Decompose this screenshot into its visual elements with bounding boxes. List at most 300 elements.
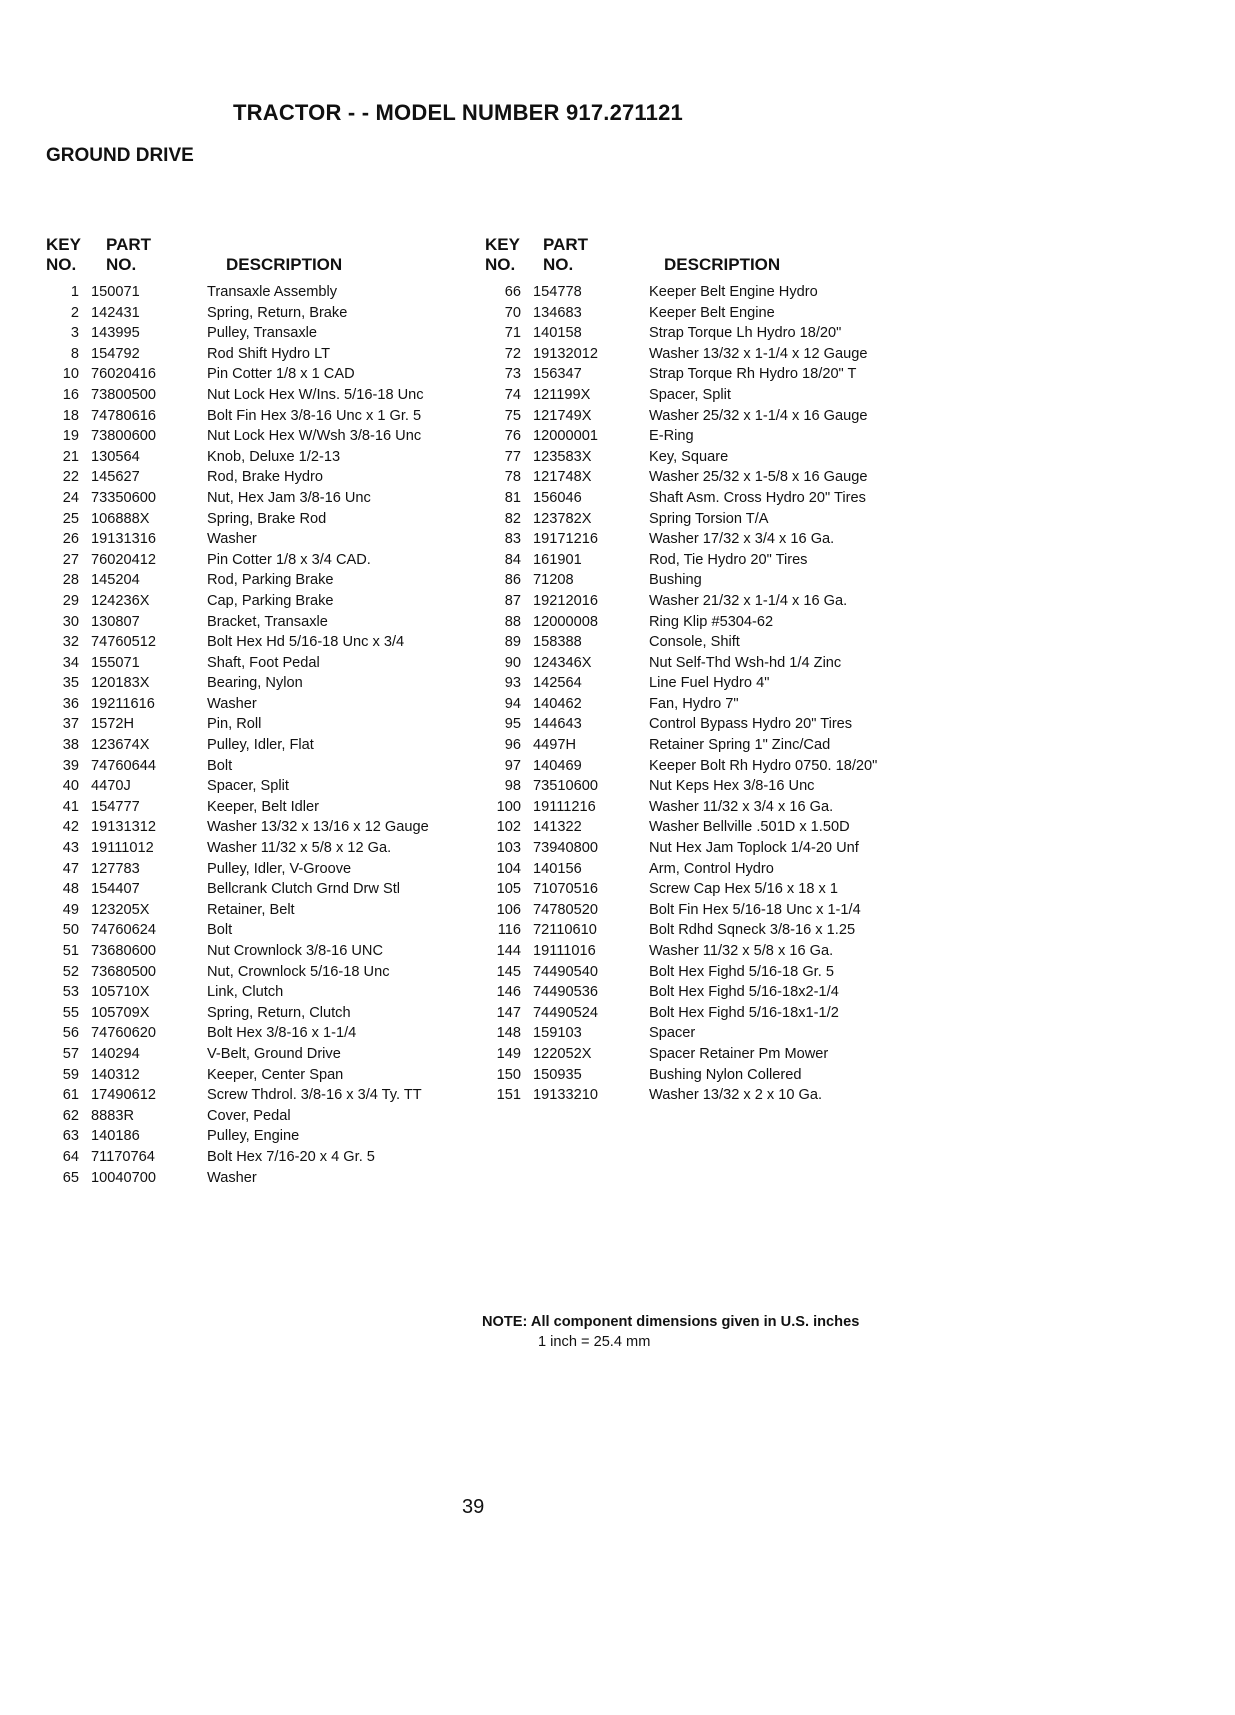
table-row bbox=[485, 817, 905, 838]
key-number: 66 bbox=[504, 284, 521, 300]
part-description: Bushing Nylon Collered bbox=[649, 1066, 802, 1083]
part-number: 142564 bbox=[533, 675, 582, 692]
part-description: Keeper Bolt Rh Hydro 0750. 18/20" bbox=[649, 757, 878, 774]
table-row bbox=[485, 653, 905, 674]
part-description: Rod, Tie Hydro 20" Tires bbox=[649, 551, 808, 568]
key-number: 63 bbox=[62, 1128, 79, 1145]
part-number: 143995 bbox=[91, 325, 140, 342]
table-row bbox=[46, 1168, 486, 1189]
key-number: 28 bbox=[62, 572, 79, 589]
dimension-note bbox=[482, 1312, 859, 1352]
table-row bbox=[46, 817, 486, 838]
page-number: 39 bbox=[462, 1496, 485, 1518]
part-number: 19171216 bbox=[533, 531, 598, 548]
part-description: Nut Crownlock 3/8-16 UNC bbox=[207, 943, 383, 959]
part-number: 73800500 bbox=[91, 386, 156, 403]
table-row bbox=[46, 550, 486, 571]
key-number: 78 bbox=[504, 469, 521, 486]
part-number: 145627 bbox=[91, 469, 140, 486]
table-row bbox=[485, 1065, 905, 1086]
header-key-line1: KEY bbox=[485, 235, 520, 254]
part-description: Nut, Hex Jam 3/8-16 Unc bbox=[207, 489, 371, 506]
part-number: 130807 bbox=[91, 613, 140, 630]
part-number: 19111216 bbox=[533, 798, 596, 815]
table-row bbox=[46, 509, 486, 530]
part-description: Nut Keps Hex 3/8-16 Unc bbox=[649, 778, 815, 795]
part-description: Spacer, Split bbox=[649, 386, 731, 403]
table-row bbox=[46, 776, 486, 797]
part-description: Screw Cap Hex 5/16 x 18 x 1 bbox=[649, 881, 838, 898]
key-number: 59 bbox=[62, 1066, 79, 1083]
part-description: Keeper, Center Span bbox=[207, 1066, 344, 1083]
part-number: 140312 bbox=[91, 1066, 140, 1083]
table-row bbox=[46, 344, 486, 365]
part-description: Washer 17/32 x 3/4 x 16 Ga. bbox=[649, 531, 835, 548]
key-number: 51 bbox=[62, 943, 79, 959]
table-row bbox=[46, 282, 486, 303]
part-number: 154407 bbox=[91, 881, 140, 898]
key-number: 77 bbox=[504, 448, 521, 465]
part-description: Keeper, Belt Idler bbox=[207, 798, 319, 815]
part-description: Key, Square bbox=[649, 448, 729, 465]
key-number: 52 bbox=[62, 963, 79, 980]
table-row bbox=[46, 632, 486, 653]
table-row bbox=[485, 982, 905, 1003]
key-number: 82 bbox=[504, 510, 521, 527]
table-row bbox=[485, 756, 905, 777]
part-number: 19211616 bbox=[91, 695, 155, 712]
part-description: Bolt bbox=[207, 922, 233, 939]
part-description: Keeper Belt Engine Hydro bbox=[649, 284, 818, 300]
table-row bbox=[46, 1147, 486, 1168]
part-number: 124346X bbox=[533, 654, 592, 671]
part-number: 140462 bbox=[533, 695, 582, 712]
part-description: Pulley, Idler, Flat bbox=[207, 737, 314, 754]
key-number: 57 bbox=[62, 1045, 79, 1062]
part-description: Bolt Hex Fighd 5/16-18x1-1/2 bbox=[649, 1004, 839, 1021]
key-number: 8 bbox=[70, 345, 79, 362]
table-row bbox=[485, 591, 905, 612]
table-row bbox=[485, 714, 905, 735]
table-row bbox=[485, 859, 905, 880]
key-number: 150 bbox=[496, 1066, 521, 1083]
table-row bbox=[46, 879, 486, 900]
key-number: 22 bbox=[62, 469, 79, 486]
part-number: 142431 bbox=[91, 304, 140, 321]
key-number: 74 bbox=[504, 386, 521, 403]
table-row bbox=[46, 797, 486, 818]
part-number: 19212016 bbox=[533, 592, 598, 609]
header-description: DESCRIPTION bbox=[226, 255, 343, 274]
part-description: Bolt Hex Fighd 5/16-18 Gr. 5 bbox=[649, 963, 834, 980]
key-number: 2 bbox=[70, 304, 79, 321]
part-description: Arm, Control Hydro bbox=[649, 860, 774, 877]
table-row bbox=[46, 1003, 486, 1024]
key-number: 76 bbox=[504, 428, 521, 445]
key-number: 97 bbox=[504, 757, 521, 774]
part-number: 73510600 bbox=[533, 778, 598, 795]
parts-list-left bbox=[46, 282, 486, 1188]
part-description: Spacer, Split bbox=[207, 778, 289, 795]
key-number: 25 bbox=[62, 510, 79, 527]
table-row bbox=[485, 673, 905, 694]
part-number: 12000008 bbox=[533, 613, 598, 630]
table-row bbox=[46, 612, 486, 633]
part-number: 19131312 bbox=[91, 819, 156, 836]
table-row bbox=[485, 570, 905, 591]
part-description: Pulley, Engine bbox=[207, 1128, 300, 1145]
part-description: Console, Shift bbox=[649, 634, 740, 651]
part-number: 19132012 bbox=[533, 345, 598, 362]
part-description: Bolt Hex 7/16-20 x 4 Gr. 5 bbox=[207, 1148, 375, 1165]
key-number: 36 bbox=[62, 695, 79, 712]
table-row bbox=[485, 735, 905, 756]
part-number: 73940800 bbox=[533, 840, 598, 857]
part-number: 105710X bbox=[91, 984, 150, 1001]
part-number: 121199X bbox=[533, 386, 591, 403]
part-number: 140186 bbox=[91, 1128, 140, 1145]
key-number: 102 bbox=[496, 819, 521, 836]
part-number: 73800600 bbox=[91, 428, 156, 445]
key-number: 39 bbox=[62, 757, 79, 774]
key-number: 55 bbox=[62, 1004, 79, 1021]
key-number: 53 bbox=[62, 984, 79, 1001]
part-description: Pin, Roll bbox=[207, 716, 262, 733]
part-description: Bolt Hex Hd 5/16-18 Unc x 3/4 bbox=[207, 634, 405, 651]
key-number: 32 bbox=[62, 634, 79, 651]
part-number: 8883R bbox=[91, 1107, 135, 1124]
table-row bbox=[46, 488, 486, 509]
table-row bbox=[485, 529, 905, 550]
part-description: Washer 13/32 x 13/16 x 12 Gauge bbox=[207, 819, 429, 836]
part-description: Fan, Hydro 7" bbox=[649, 695, 739, 712]
table-row bbox=[485, 426, 905, 447]
table-row bbox=[46, 385, 486, 406]
key-number: 100 bbox=[496, 798, 521, 815]
key-number: 151 bbox=[496, 1087, 521, 1104]
table-row bbox=[46, 447, 486, 468]
part-description: Retainer Spring 1" Zinc/Cad bbox=[649, 737, 831, 754]
part-number: 74760512 bbox=[91, 634, 156, 651]
table-row bbox=[46, 756, 486, 777]
table-row bbox=[46, 859, 486, 880]
table-row bbox=[46, 673, 486, 694]
table-row bbox=[485, 797, 905, 818]
key-number: 89 bbox=[504, 634, 521, 651]
key-number: 104 bbox=[496, 860, 521, 877]
header-part-line1: PART bbox=[106, 235, 152, 254]
part-number: 154792 bbox=[91, 345, 140, 362]
key-number: 149 bbox=[496, 1045, 521, 1062]
table-row bbox=[485, 776, 905, 797]
part-description: Strap Torque Lh Hydro 18/20" bbox=[649, 325, 842, 342]
part-number: 4497H bbox=[533, 737, 577, 754]
part-description: Nut Lock Hex W/Ins. 5/16-18 Unc bbox=[207, 386, 424, 403]
key-number: 35 bbox=[62, 675, 79, 692]
table-row bbox=[485, 1085, 905, 1106]
part-description: Bolt Rdhd Sqneck 3/8-16 x 1.25 bbox=[649, 922, 856, 939]
table-row bbox=[46, 838, 486, 859]
table-row bbox=[485, 1003, 905, 1024]
part-number: 74780616 bbox=[91, 407, 156, 424]
table-row bbox=[485, 694, 905, 715]
section-title: GROUND DRIVE bbox=[46, 145, 194, 166]
part-number: 141322 bbox=[533, 819, 582, 836]
part-number: 74780520 bbox=[533, 901, 598, 918]
table-row bbox=[485, 467, 905, 488]
part-description: Spring, Return, Clutch bbox=[207, 1004, 351, 1021]
page-title: TRACTOR - - MODEL NUMBER 917.271121 bbox=[233, 100, 683, 125]
part-number: 74490536 bbox=[533, 984, 598, 1001]
table-row bbox=[46, 467, 486, 488]
key-number: 94 bbox=[504, 695, 521, 712]
part-description: Bolt bbox=[207, 757, 233, 774]
part-number: 134683 bbox=[533, 304, 582, 321]
table-row bbox=[485, 282, 905, 303]
part-number: 150071 bbox=[91, 284, 140, 300]
part-description: Washer 21/32 x 1-1/4 x 16 Ga. bbox=[649, 592, 848, 609]
key-number: 18 bbox=[62, 407, 79, 424]
key-number: 16 bbox=[62, 386, 79, 403]
table-row bbox=[485, 838, 905, 859]
part-number: 4470J bbox=[91, 778, 131, 795]
part-number: 123205X bbox=[91, 901, 150, 918]
part-description: Spacer bbox=[649, 1025, 696, 1042]
parts-column-right bbox=[485, 235, 905, 1106]
key-number: 148 bbox=[496, 1025, 521, 1042]
part-description: Bolt Hex Fighd 5/16-18x2-1/4 bbox=[649, 984, 839, 1001]
table-row bbox=[46, 570, 486, 591]
part-description: Nut Hex Jam Toplock 1/4-20 Unf bbox=[649, 840, 859, 857]
part-description: Washer bbox=[207, 695, 257, 712]
part-description: Spring, Return, Brake bbox=[207, 304, 348, 321]
table-row bbox=[46, 982, 486, 1003]
key-number: 83 bbox=[504, 531, 521, 548]
part-number: 158388 bbox=[533, 634, 582, 651]
part-description: Spacer Retainer Pm Mower bbox=[649, 1045, 829, 1062]
key-number: 56 bbox=[62, 1025, 79, 1042]
part-number: 12000001 bbox=[533, 428, 598, 445]
part-number: 71170764 bbox=[91, 1148, 155, 1165]
key-number: 64 bbox=[62, 1148, 79, 1165]
key-number: 10 bbox=[62, 366, 79, 383]
part-number: 122052X bbox=[533, 1045, 592, 1062]
part-description: Spring, Brake Rod bbox=[207, 510, 327, 527]
part-number: 155071 bbox=[91, 654, 140, 671]
table-row bbox=[485, 323, 905, 344]
part-description: Washer 13/32 x 1-1/4 x 12 Gauge bbox=[649, 345, 868, 362]
part-number: 10040700 bbox=[91, 1169, 156, 1186]
part-number: 19111016 bbox=[533, 943, 596, 959]
key-number: 75 bbox=[504, 407, 521, 424]
key-number: 71 bbox=[504, 325, 521, 342]
part-description: Retainer, Belt bbox=[207, 901, 295, 918]
part-number: 161901 bbox=[533, 551, 582, 568]
table-row bbox=[485, 406, 905, 427]
key-number: 50 bbox=[62, 922, 79, 939]
table-row bbox=[46, 653, 486, 674]
key-number: 49 bbox=[62, 901, 79, 918]
part-number: 144643 bbox=[533, 716, 582, 733]
part-number: 71070516 bbox=[533, 881, 598, 898]
part-description: Link, Clutch bbox=[207, 984, 284, 1001]
table-row bbox=[485, 550, 905, 571]
part-description: Bolt Fin Hex 5/16-18 Unc x 1-1/4 bbox=[649, 901, 861, 918]
column-header bbox=[46, 235, 486, 279]
part-description: Bushing bbox=[649, 572, 702, 589]
part-number: 76020412 bbox=[91, 551, 156, 568]
part-description: Screw Thdrol. 3/8-16 x 3/4 Ty. TT bbox=[207, 1087, 422, 1104]
part-number: 74760644 bbox=[91, 757, 156, 774]
table-row bbox=[485, 488, 905, 509]
key-number: 146 bbox=[496, 984, 521, 1001]
part-number: 74490540 bbox=[533, 963, 598, 980]
part-number: 17490612 bbox=[91, 1087, 156, 1104]
part-description: Washer 25/32 x 1-5/8 x 16 Gauge bbox=[649, 469, 868, 486]
table-row bbox=[485, 962, 905, 983]
column-header bbox=[485, 235, 905, 279]
part-description: Cap, Parking Brake bbox=[207, 592, 334, 609]
part-description: Ring Klip #5304-62 bbox=[649, 613, 774, 630]
table-row bbox=[46, 323, 486, 344]
table-row bbox=[46, 694, 486, 715]
key-number: 42 bbox=[62, 819, 79, 836]
table-row bbox=[46, 920, 486, 941]
key-number: 19 bbox=[62, 428, 79, 445]
part-number: 121748X bbox=[533, 469, 592, 486]
table-row bbox=[485, 303, 905, 324]
key-number: 43 bbox=[62, 840, 79, 857]
part-description: Bellcrank Clutch Grnd Drw Stl bbox=[207, 881, 401, 898]
part-description: Strap Torque Rh Hydro 18/20" T bbox=[649, 366, 857, 383]
part-description: Shaft Asm. Cross Hydro 20" Tires bbox=[649, 489, 866, 506]
key-number: 90 bbox=[504, 654, 521, 671]
key-number: 86 bbox=[504, 572, 521, 589]
table-row bbox=[46, 1023, 486, 1044]
table-row bbox=[485, 447, 905, 468]
key-number: 84 bbox=[504, 551, 521, 568]
key-number: 30 bbox=[62, 613, 79, 630]
part-number: 73680600 bbox=[91, 943, 156, 959]
part-description: Pulley, Idler, V-Groove bbox=[207, 860, 352, 877]
key-number: 38 bbox=[62, 737, 79, 754]
part-number: 1572H bbox=[91, 716, 135, 733]
table-row bbox=[485, 879, 905, 900]
key-number: 26 bbox=[62, 531, 79, 548]
table-row bbox=[46, 714, 486, 735]
key-number: 62 bbox=[62, 1107, 79, 1124]
part-number: 73680500 bbox=[91, 963, 156, 980]
table-row bbox=[485, 509, 905, 530]
key-number: 24 bbox=[62, 489, 79, 506]
part-description: Transaxle Assembly bbox=[207, 284, 338, 300]
part-number: 150935 bbox=[533, 1066, 582, 1083]
part-number: 71208 bbox=[533, 572, 574, 589]
table-row bbox=[46, 1106, 486, 1127]
part-number: 145204 bbox=[91, 572, 140, 589]
part-description: Washer 11/32 x 5/8 x 12 Ga. bbox=[207, 840, 392, 857]
key-number: 98 bbox=[504, 778, 521, 795]
key-number: 88 bbox=[504, 613, 521, 630]
part-number: 123583X bbox=[533, 448, 592, 465]
note-line2: 1 inch = 25.4 mm bbox=[538, 1334, 651, 1350]
part-description: Rod, Parking Brake bbox=[207, 572, 334, 589]
key-number: 34 bbox=[62, 654, 79, 671]
part-number: 120183X bbox=[91, 675, 150, 692]
part-description: V-Belt, Ground Drive bbox=[207, 1045, 341, 1062]
part-description: Washer bbox=[207, 1169, 257, 1186]
part-number: 73350600 bbox=[91, 489, 156, 506]
table-row bbox=[46, 406, 486, 427]
table-row bbox=[46, 1126, 486, 1147]
part-description: Knob, Deluxe 1/2-13 bbox=[207, 448, 341, 465]
key-number: 70 bbox=[504, 304, 521, 321]
table-row bbox=[46, 941, 486, 962]
part-description: Nut, Crownlock 5/16-18 Unc bbox=[207, 963, 390, 980]
key-number: 87 bbox=[504, 592, 521, 609]
table-row bbox=[46, 591, 486, 612]
table-row bbox=[46, 1044, 486, 1065]
part-number: 156046 bbox=[533, 489, 582, 506]
part-description: Control Bypass Hydro 20" Tires bbox=[649, 716, 853, 733]
table-row bbox=[46, 303, 486, 324]
table-row bbox=[485, 1044, 905, 1065]
part-number: 19131316 bbox=[91, 531, 156, 548]
part-number: 127783 bbox=[91, 860, 140, 877]
key-number: 21 bbox=[62, 448, 79, 465]
part-description: Spring Torsion T/A bbox=[649, 510, 769, 527]
part-number: 154777 bbox=[91, 798, 140, 815]
part-description: Pin Cotter 1/8 x 1 CAD bbox=[207, 366, 355, 383]
key-number: 145 bbox=[496, 963, 521, 980]
part-description: Washer 11/32 x 3/4 x 16 Ga. bbox=[649, 798, 834, 815]
part-number: 72110610 bbox=[533, 922, 597, 939]
table-row bbox=[485, 1023, 905, 1044]
key-number: 40 bbox=[62, 778, 79, 795]
key-number: 95 bbox=[504, 716, 521, 733]
header-key-line1: KEY bbox=[46, 235, 81, 254]
part-description: Nut Self-Thd Wsh-hd 1/4 Zinc bbox=[649, 654, 842, 671]
table-row bbox=[46, 529, 486, 550]
table-row bbox=[485, 941, 905, 962]
key-number: 72 bbox=[504, 345, 521, 362]
header-key-line2: NO. bbox=[485, 255, 516, 274]
header-part-line2: NO. bbox=[106, 255, 137, 274]
part-description: Washer 13/32 x 2 x 10 Ga. bbox=[649, 1087, 823, 1104]
part-number: 121749X bbox=[533, 407, 592, 424]
key-number: 1 bbox=[70, 284, 79, 300]
part-description: Pin Cotter 1/8 x 3/4 CAD. bbox=[207, 551, 371, 568]
parts-column-left bbox=[46, 235, 486, 1188]
table-row bbox=[46, 426, 486, 447]
table-row bbox=[485, 632, 905, 653]
part-description: Washer 25/32 x 1-1/4 x 16 Gauge bbox=[649, 407, 868, 424]
part-description: Bolt Fin Hex 3/8-16 Unc x 1 Gr. 5 bbox=[207, 407, 422, 424]
part-number: 19111012 bbox=[91, 840, 154, 857]
part-number: 140294 bbox=[91, 1045, 140, 1062]
part-description: Rod Shift Hydro LT bbox=[207, 345, 331, 362]
key-number: 93 bbox=[504, 675, 521, 692]
part-number: 105709X bbox=[91, 1004, 150, 1021]
part-description: Bolt Hex 3/8-16 x 1-1/4 bbox=[207, 1025, 357, 1042]
table-row bbox=[485, 612, 905, 633]
part-description: Pulley, Transaxle bbox=[207, 325, 318, 342]
header-description: DESCRIPTION bbox=[664, 255, 781, 274]
part-description: Washer bbox=[207, 531, 257, 548]
table-row bbox=[46, 735, 486, 756]
header-key-line2: NO. bbox=[46, 255, 77, 274]
key-number: 144 bbox=[496, 943, 521, 959]
